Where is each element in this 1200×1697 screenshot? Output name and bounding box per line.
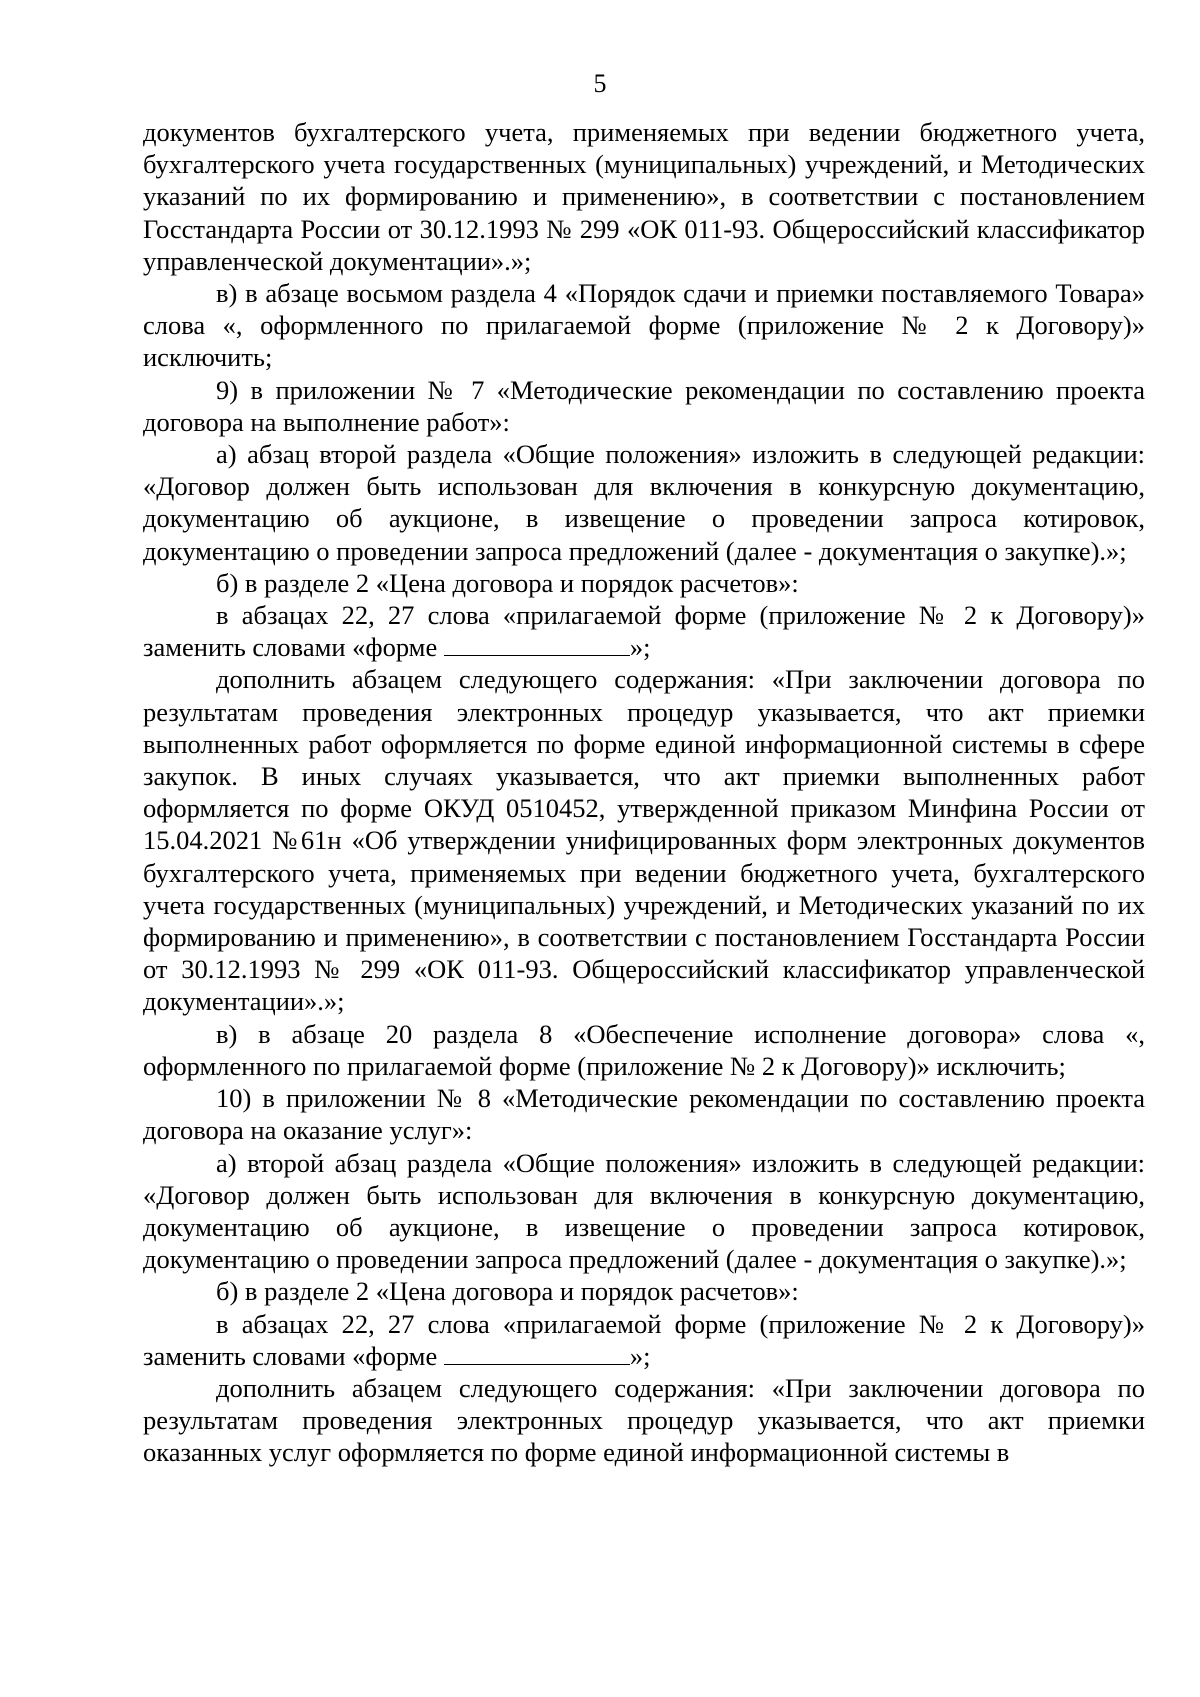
document-body <box>143 116 1145 1469</box>
paragraph-replace-words <box>143 599 1145 663</box>
paragraph-item-v-section-8: в) в абзаце 20 раздела 8 «Обеспечение исполнение договора» слова «, оформленного по прилагаемой форме (приложение № 2 к Договору)» исключить; <box>143 1018 1145 1081</box>
paragraph-item-b-section-2: б) в разделе 2 «Цена договора и порядок расчетов»: <box>216 567 799 598</box>
paragraph-add-content: дополнить абзацем следующего содержания: «При заключении договора по результатам проведения электронных процедур указывается, что акт приемки выполненных работ оформляется по форме единой информационной системы в сфере закупок. В иных случаях указывается, что акт приемки выполненных работ оформляется по форме ОКУД 0510452, утвержденной приказом Минфина России от 15.04.2021 №61н «Об утверждении унифицированных форм электронных документов бухгалтерского учета, применяемых при ведении бюджетного учета, бухгалтерского учета государственных (муниципальных) учреждений, и Методических указаний по их формированию и применению», в соответствии с постановлением Госстандарта России от 30.12.1993 № 299 «ОК 011-93. Общероссийский классификатор управленческой документации».»; <box>143 664 1145 1017</box>
paragraph-continuation: документов бухгалтерского учета, применяемых при ведении бюджетного учета, бухгалтерского учета государственных (муниципальных) учреждений, и Методических указаний по их формированию и применению», в соответствии с постановлением Госстандарта России от 30.12.1993 № 299 «ОК 011-93. Общероссийский классификатор управленческой документации».»; <box>143 117 1145 276</box>
page-number: 5 <box>593 69 607 98</box>
paragraph-item-9: 9) в приложении № 7 «Методические рекомендации по составлению проекта договора на выполнение работ»: <box>143 374 1145 437</box>
paragraph-item-10: 10) в приложении № 8 «Методические рекомендации по составлению проекта договора на оказание услуг»: <box>143 1083 1145 1146</box>
paragraph-replace-words-end: »; <box>629 632 651 663</box>
paragraph-item-v-section-4: в) в абзаце восьмом раздела 4 «Порядок сдачи и приемки поставляемого Товара» слова «, оформленного по прилагаемой форме (приложение № 2 к Договору)» исключить; <box>143 278 1145 373</box>
paragraph-replace-words-services-text: в абзацах 22, 27 слова «прилагаемой форме (приложение № 2 к Договору)» заменить словами «форме <box>143 1308 1145 1371</box>
paragraph-replace-words-services-end: »; <box>629 1340 651 1371</box>
paragraph-replace-words-services <box>143 1308 1145 1372</box>
paragraph-replace-words-text: в абзацах 22, 27 слова «прилагаемой форме (приложение № 2 к Договору)» заменить словами «форме <box>143 600 1145 663</box>
paragraph-item-a-general-provisions: а) абзац второй раздела «Общие положения» изложить в следующей редакции: «Договор должен быть использован для включения в конкурсную документацию, документацию об аукционе, в извещение о проведении запроса котировок, документацию о проведении запроса предложений (далее - документация о закупке).»; <box>143 439 1145 566</box>
paragraph-item-b-section-2-services: б) в разделе 2 «Цена договора и порядок расчетов»: <box>216 1276 799 1307</box>
paragraph-item-a-second-paragraph: а) второй абзац раздела «Общие положения» изложить в следующей редакции: «Договор должен быть использован для включения в конкурсную документацию, документацию об аукционе, в извещение о проведении запроса котировок, документацию о проведении запроса предложений (далее - документация о закупке).»; <box>143 1147 1145 1275</box>
paragraph-add-content-services: дополнить абзацем следующего содержания: «При заключении договора по результатам проведения электронных процедур указывается, что акт приемки оказанных услуг оформляется по форме единой информационной системы в <box>143 1372 1145 1468</box>
blank-field <box>444 1342 630 1365</box>
blank-field <box>444 633 630 656</box>
